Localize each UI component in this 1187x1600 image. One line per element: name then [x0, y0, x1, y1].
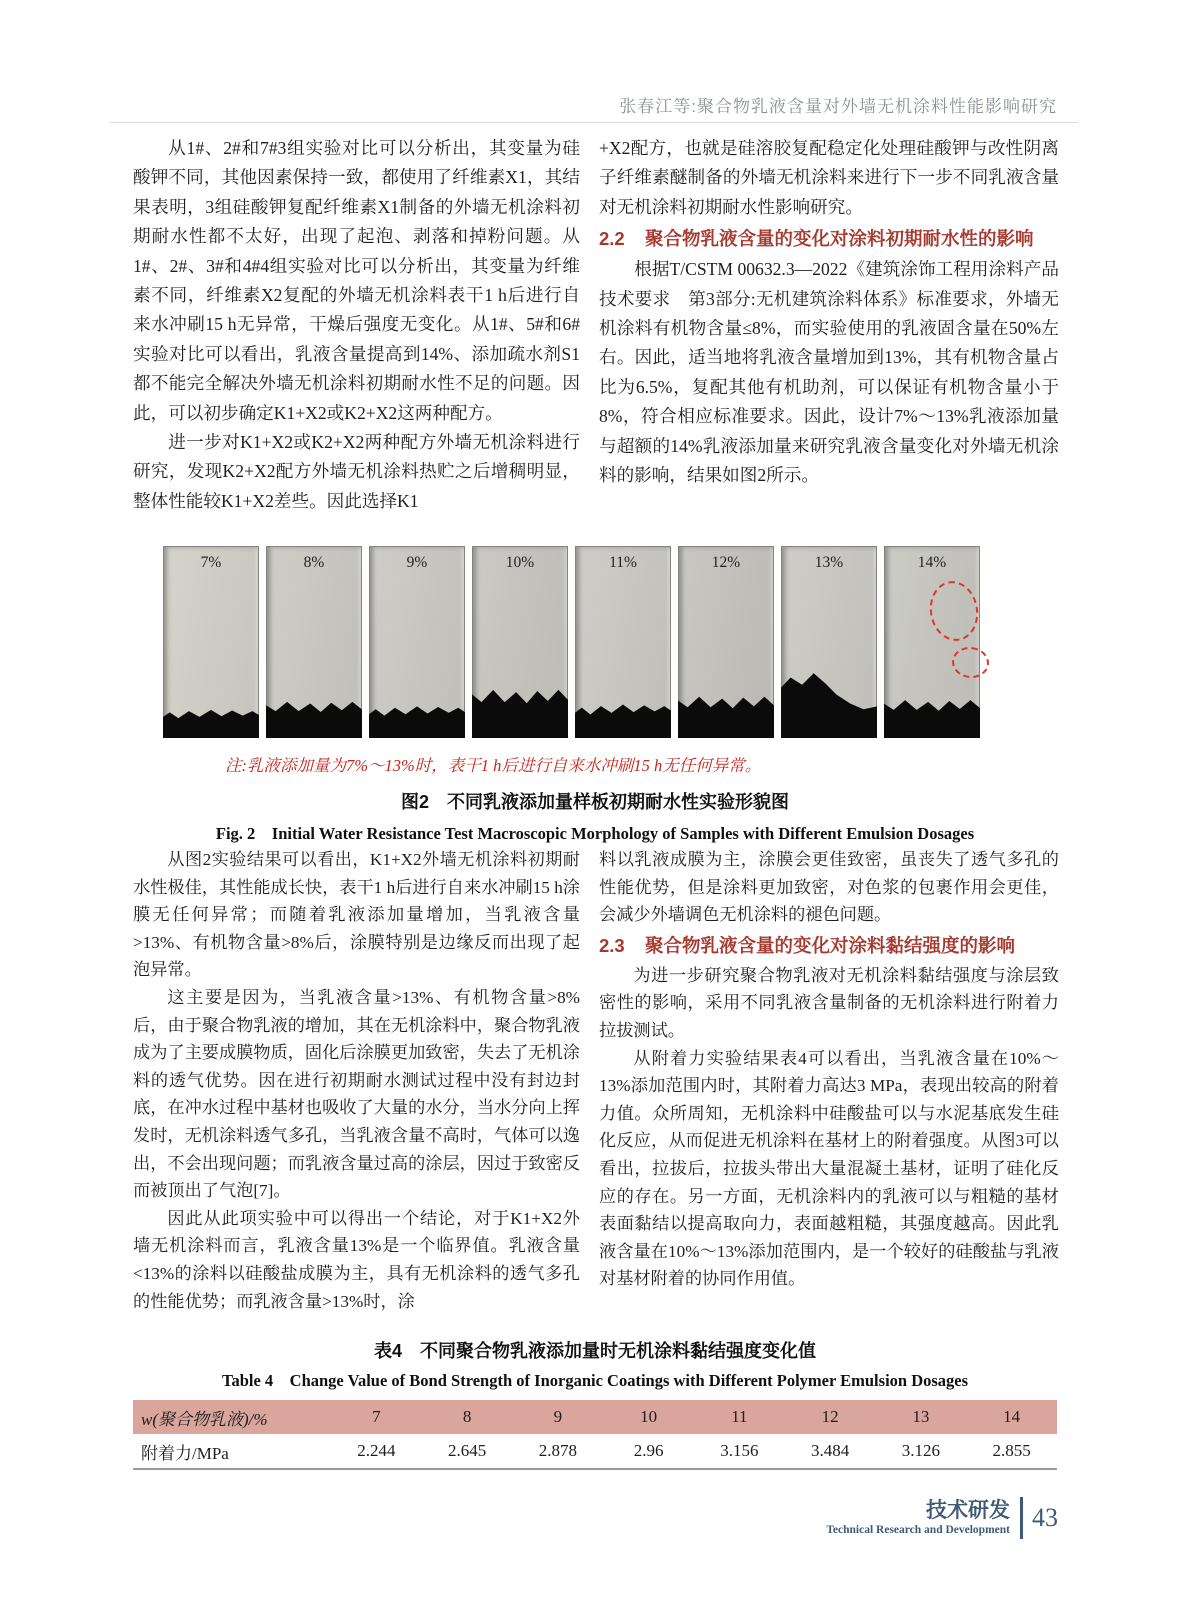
footer-section-cn: 技术研发 [926, 1499, 1010, 1522]
panel-label: 13% [814, 554, 844, 571]
panel-label: 11% [609, 554, 637, 571]
water-mark [266, 696, 362, 738]
body-paragraph: 从图2实验结果可以看出，K1+X2外墙无机涂料初期耐水性极佳，其性能成长快，表干1 h后进行自来水冲刷15 h涂膜无任何异常；而随着乳液添加量增加，当乳液含量>13%、有机物含量>8%后，涂膜特别是边缘反而出现了起泡异常。 [133, 850, 580, 980]
water-mark [678, 690, 774, 738]
table-caption-en: Table 4 Change Value of Bond Strength of Inorganic Coatings with Different Polymer Emulsion Dosages [221, 1371, 969, 1390]
table-header-row [133, 1400, 1057, 1434]
table-row-label: 附着力/MPa [133, 1434, 331, 1469]
table-row-label: w(聚合物乳液)/% [133, 1400, 331, 1434]
table-header-cell: 12 [785, 1400, 876, 1434]
page-footer [826, 1497, 1058, 1539]
table-header-cell: 10 [603, 1400, 694, 1434]
body-paragraph: +X2配方，也就是硅溶胶复配稳定化处理硅酸钾与改性阴离子纤维素醚制备的外墙无机涂料来进行下一步不同乳液含量对无机涂料初期耐水性影响研究。 [599, 138, 1059, 217]
sample-panel [884, 546, 980, 738]
section-heading-2-2 [599, 223, 1059, 254]
running-title: 张春江等:聚合物乳液含量对外墙无机涂料性能影响研究 [619, 97, 1057, 116]
page-number: 43 [1032, 1503, 1058, 1532]
sample-panel [575, 546, 671, 738]
table-cell: 3.156 [694, 1434, 785, 1469]
footer-section-en: Technical Research and Development [826, 1524, 1010, 1536]
body-paragraph: 因此从此项实验中可以得出一个结论，对于K1+X2外墙无机涂料而言，乳液含量13%是一个临界值。乳液含量<13%的涂料以硅酸盐成膜为主，具有无机涂料的透气多孔的性能优势；而乳液含量>13%时，涂 [133, 1208, 580, 1311]
panel-label: 8% [303, 554, 325, 571]
sample-panel [678, 546, 774, 738]
table-header-cell: 11 [694, 1400, 785, 1434]
sample-panels [163, 546, 1057, 738]
right-column-bottom [599, 846, 1059, 1315]
table-cell: 2.855 [966, 1434, 1057, 1469]
water-mark [369, 702, 465, 738]
defect-annotation-icon [925, 577, 983, 644]
table-4 [133, 1337, 1057, 1470]
sample-panel [781, 546, 877, 738]
body-paragraph: 进一步对K1+X2或K2+X2两种配方外墙无机涂料进行研究，发现K2+X2配方外墙无机涂料热贮之后增稠明显，整体性能较K1+X2差些。因此选择K1 [133, 432, 580, 511]
panel-label: 9% [406, 554, 428, 571]
table-cell: 2.96 [603, 1434, 694, 1469]
sample-panel [266, 546, 362, 738]
table-data-row [133, 1434, 1057, 1469]
section-title: 聚合物乳液含量的变化对涂料初期耐水性的影响 [645, 228, 1034, 250]
water-mark [163, 706, 259, 738]
section-number: 2.2 [599, 228, 625, 250]
panel-label: 7% [200, 554, 222, 571]
bottom-columns [133, 846, 1059, 1315]
water-mark [575, 700, 671, 738]
body-paragraph: 料以乳液成膜为主，涂膜会更佳致密，虽丧失了透气多孔的性能优势，但是涂料更加致密，对色浆的包裹作用会更佳，会减少外墙调色无机涂料的褪色问题。 [599, 850, 1059, 925]
figure-2 [133, 546, 1057, 844]
table-cell: 3.126 [876, 1434, 967, 1469]
right-column-top [599, 134, 1059, 516]
sample-panel [163, 546, 259, 738]
body-paragraph: 这主要是因为，当乳液含量>13%、有机物含量>8%后，由于聚合物乳液的增加，其在无机涂料中，聚合物乳液成为了主要成膜物质，固化后涂膜更加致密，失去了无机涂料的透气优势。因在进行初期耐水测试过程中没有封边封底，在冲水过程中基材也吸收了大量的水分，当水分向上挥发时，无机涂料透气多孔，当乳液含量不高时，气体可以逸出，不会出现问题；而乳液含量过高的涂层，因过于致密反而被顶出了气泡[7]。 [133, 987, 580, 1201]
table-cell: 2.645 [422, 1434, 513, 1469]
sample-panel [472, 546, 568, 738]
table-caption-cn: 表4 不同聚合物乳液添加量时无机涂料黏结强度变化值 [373, 1341, 816, 1361]
table-cell: 3.484 [785, 1434, 876, 1469]
table-header-cell: 9 [513, 1400, 604, 1434]
body-paragraph: 为进一步研究聚合物乳液对无机涂料黏结强度与涂层致密性的影响，采用不同乳液含量制备的无机涂料进行附着力拉拔测试。 [599, 965, 1059, 1040]
figure-caption-cn: 图2 不同乳液添加量样板初期耐水性实验形貌图 [400, 792, 789, 812]
body-paragraph: 从附着力实验结果表4可以看出，当乳液含量在10%～13%添加范围内时，其附着力高达3 MPa，表现出较高的附着力值。众所周知，无机涂料中硅酸盐可以与水泥基底发生硅化反应，从而促进无机涂料在基材上的附着强度。从图3可以看出，拉拔后，拉拔头带出大量混凝土基材，证明了硅化反应的存在。另一方面，无机涂料内的乳液可以与粗糙的基材表面黏结以提高取向力，表面越粗糙，其强度越高。因此乳液含量在10%～13%添加范围内，是一个较好的硅酸盐与乳液对基材附着的协同作用值。 [599, 1048, 1059, 1289]
water-mark [884, 694, 980, 738]
top-columns [133, 134, 1059, 516]
section-heading-2-3 [599, 930, 1059, 961]
header-rule [110, 122, 1078, 123]
panel-label: 10% [505, 554, 535, 571]
footer-section-name [826, 1499, 1010, 1537]
left-column-bottom [133, 846, 580, 1315]
body-paragraph: 根据T/CSTM 00632.3—2022《建筑涂饰工程用涂料产品技术要求 第3部分:无机建筑涂料体系》标准要求，外墙无机涂料有机物含量≤8%，而实验使用的乳液固含量在50%左右。因此，适当地将乳液含量增加到13%，其有机物含量占比为6.5%，复配其他有机助剂，可以保证有机物含量小于8%，符合相应标准要求。因此，设计7%～13%乳液添加量与超额的14%乳液添加量来研究乳液含量变化对外墙无机涂料的影响，结果如图2所示。 [599, 259, 1059, 486]
figure-note: 注:乳液添加量为7%～13%时，表干1 h后进行自来水冲刷15 h无任何异常。 [225, 756, 762, 775]
table-header-cell: 8 [422, 1400, 513, 1434]
water-mark [472, 682, 568, 738]
panel-label: 12% [711, 554, 741, 571]
defect-annotation-icon [950, 645, 990, 680]
table-cell: 2.244 [331, 1434, 422, 1469]
table-header-cell: 13 [876, 1400, 967, 1434]
table-header-cell: 14 [966, 1400, 1057, 1434]
figure-caption-en: Fig. 2 Initial Water Resistance Test Macroscopic Morphology of Samples with Different Emulsion Dosages [215, 824, 975, 843]
body-paragraph: 从1#、2#和7#3组实验对比可以分析出，其变量为硅酸钾不同，其他因素保持一致，都使用了纤维素X1，其结果表明，3组硅酸钾复配纤维素X1制备的外墙无机涂料初期耐水性都不太好，出现了起泡、剥落和掉粉问题。从1#、2#、3#和4#4组实验对比可以分析出，其变量为纤维素不同，纤维素X2复配的外墙无机涂料表干1 h后进行自来水冲刷15 h无异常，干燥后强度无变化。从1#、5#和6#实验对比可以看出，乳液含量提高到14%、添加疏水剂S1都不能完全解决外墙无机涂料初期耐水性不足的问题。因此，可以初步确定K1+X2或K2+X2这两种配方。 [133, 138, 580, 423]
table-header-cell: 7 [331, 1400, 422, 1434]
left-column-top [133, 134, 580, 516]
water-mark [781, 666, 877, 738]
footer-divider [1020, 1497, 1023, 1539]
sample-panel [369, 546, 465, 738]
panel-label: 14% [917, 554, 947, 571]
section-number: 2.3 [599, 934, 625, 956]
bond-strength-table [133, 1400, 1057, 1470]
section-title: 聚合物乳液含量的变化对涂料黏结强度的影响 [645, 934, 1016, 956]
table-cell: 2.878 [513, 1434, 604, 1469]
